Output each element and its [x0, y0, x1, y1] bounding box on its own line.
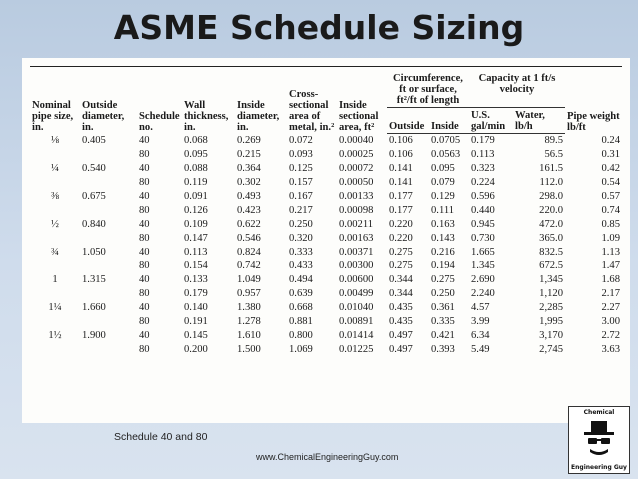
- cell-id: 0.824: [237, 246, 261, 258]
- cell-gal: 6.34: [471, 329, 490, 341]
- table-row: [30, 259, 622, 273]
- cell-od: 0.540: [82, 163, 106, 175]
- cell-wall: 0.109: [184, 218, 208, 230]
- cell-wt: 0.31: [601, 149, 620, 161]
- cell-ci: 0.275: [431, 274, 455, 286]
- cell-nom: [30, 176, 80, 190]
- cell-area: 0.00040: [339, 135, 374, 147]
- cell-wall: 0.126: [184, 204, 208, 216]
- cell-nom: [30, 148, 80, 162]
- cell-id: 0.269: [237, 135, 261, 147]
- cell-cross: 0.881: [289, 316, 313, 328]
- schedule-table-body: [30, 134, 622, 357]
- cell-nom: 1¼: [48, 302, 62, 314]
- table-row: [30, 217, 622, 231]
- cell-water: 2,285: [539, 302, 563, 314]
- cell-ci: 0.0563: [431, 149, 461, 161]
- cell-wt: 0.85: [601, 218, 620, 230]
- header-cross-sectional-area: Cross-sectional area of metal, in.²: [289, 88, 335, 133]
- cell-wt: 0.54: [601, 177, 620, 189]
- cell-co: 0.344: [389, 288, 413, 300]
- cell-wt: 3.63: [601, 343, 620, 355]
- cell-wt: 1.09: [601, 232, 620, 244]
- cell-od: [80, 287, 137, 301]
- cell-water: 365.0: [539, 232, 563, 244]
- cell-ci: 0.095: [431, 163, 455, 175]
- cell-id: 1.049: [237, 274, 261, 286]
- cell-water: 1,345: [539, 274, 563, 286]
- cell-cross: 0.668: [289, 302, 313, 314]
- cell-od: [80, 176, 137, 190]
- cell-gal: 1.345: [471, 260, 495, 272]
- cell-co: 0.220: [389, 218, 413, 230]
- header-outside-diameter: Outside diameter, in.: [82, 99, 125, 133]
- cell-od: 0.405: [82, 135, 106, 147]
- cell-nom: ⅜: [51, 191, 59, 202]
- cell-wt: 0.74: [601, 204, 620, 216]
- cell-area: 0.01040: [339, 302, 374, 314]
- cell-water: 672.5: [539, 260, 563, 272]
- scanned-table-sheet: [22, 58, 630, 423]
- table-row: [30, 176, 622, 190]
- cell-water: 1,995: [539, 316, 563, 328]
- cell-od: 1.660: [82, 302, 106, 314]
- cell-id: 0.364: [237, 163, 261, 175]
- cell-nom: 1½: [48, 329, 62, 341]
- cell-area: 0.00211: [339, 218, 374, 230]
- cell-area: 0.00098: [339, 204, 374, 216]
- cell-co: 0.220: [389, 232, 413, 244]
- header-circ-outside: Outside: [387, 108, 429, 134]
- header-wall-thickness: Wall thickness, in.: [184, 99, 229, 133]
- cell-id: 0.423: [237, 204, 261, 216]
- cell-wall: 0.200: [184, 343, 208, 355]
- cell-water: 298.0: [539, 191, 563, 202]
- cell-water: 112.0: [539, 177, 563, 189]
- table-row: [30, 190, 622, 204]
- cell-od: 1.900: [82, 329, 106, 341]
- cell-nom: [30, 203, 80, 217]
- cell-od: 0.840: [82, 218, 106, 230]
- cell-ci: 0.216: [431, 246, 455, 258]
- cell-gal: 0.730: [471, 232, 495, 244]
- cell-ci: 0.111: [431, 204, 455, 216]
- cell-od: [80, 148, 137, 162]
- caption: Schedule 40 and 80: [114, 431, 208, 443]
- cell-gal: 3.99: [471, 316, 490, 328]
- cell-co: 0.141: [389, 163, 413, 175]
- cell-gal: 0.224: [471, 177, 495, 189]
- cell-area: 0.00050: [339, 177, 374, 189]
- cell-area: 0.00072: [339, 163, 374, 175]
- cell-id: 0.493: [237, 191, 261, 202]
- cell-ci: 0.250: [431, 288, 455, 300]
- cell-sch: 80: [139, 343, 150, 355]
- table-row: [30, 342, 622, 356]
- cell-cross: 0.125: [289, 163, 313, 175]
- cell-ci: 0.163: [431, 218, 455, 230]
- header-cap-gal: U.S. gal/min: [469, 108, 513, 134]
- cell-wt: 0.42: [601, 163, 620, 175]
- cell-od: [80, 342, 137, 356]
- cell-id: 0.302: [237, 177, 261, 189]
- cell-co: 0.141: [389, 177, 413, 189]
- cell-co: 0.275: [389, 246, 413, 258]
- cell-area: 0.00891: [339, 316, 374, 328]
- cell-wall: 0.091: [184, 191, 208, 202]
- cell-wall: 0.088: [184, 163, 208, 175]
- hat-and-glasses-icon: [580, 419, 618, 459]
- cell-water: 2,745: [539, 343, 563, 355]
- cell-sch: 40: [139, 329, 150, 341]
- cell-sch: 80: [139, 149, 150, 161]
- table-row: [30, 162, 622, 176]
- header-cap-water: Water, lb/h: [513, 108, 565, 134]
- website-url: www.ChemicalEngineeringGuy.com: [256, 452, 399, 462]
- cell-gal: 0.945: [471, 218, 495, 230]
- cell-area: 0.00133: [339, 191, 374, 202]
- cell-water: 89.5: [544, 135, 563, 147]
- schedule-table: [30, 66, 622, 356]
- cell-od: [80, 231, 137, 245]
- table-row: [30, 231, 622, 245]
- cell-nom: ⅛: [51, 135, 59, 147]
- cell-co: 0.435: [389, 316, 413, 328]
- cell-gal: 2.690: [471, 274, 495, 286]
- cell-water: 56.5: [544, 149, 563, 161]
- cell-wt: 1.13: [601, 246, 620, 258]
- cell-area: 0.00371: [339, 246, 374, 258]
- cell-id: 1.610: [237, 329, 261, 341]
- cell-area: 0.00600: [339, 274, 374, 286]
- cell-sch: 40: [139, 191, 150, 202]
- cell-wall: 0.068: [184, 135, 208, 147]
- header-circumference-group: Circumference, ft or surface, ft²/ft of length: [387, 67, 469, 108]
- cell-id: 1.380: [237, 302, 261, 314]
- header-capacity-group: Capacity at 1 ft/s velocity: [469, 67, 565, 108]
- cell-cross: 0.494: [289, 274, 313, 286]
- cell-area: 0.00025: [339, 149, 374, 161]
- header-pipe-weight: Pipe weight lb/ft: [567, 110, 620, 133]
- cell-od: [80, 203, 137, 217]
- cell-cross: 0.320: [289, 232, 313, 244]
- cell-wall: 0.119: [184, 177, 208, 189]
- cell-sch: 80: [139, 177, 150, 189]
- table-row: [30, 245, 622, 259]
- cell-id: 0.742: [237, 260, 261, 272]
- cell-sch: 80: [139, 260, 150, 272]
- cell-water: 220.0: [539, 204, 563, 216]
- cell-ci: 0.079: [431, 177, 455, 189]
- cell-sch: 40: [139, 302, 150, 314]
- cell-nom: [30, 342, 80, 356]
- cell-nom: ¾: [51, 246, 59, 258]
- cell-gal: 5.49: [471, 343, 490, 355]
- cell-nom: 1: [52, 274, 58, 286]
- cell-nom: ¼: [51, 163, 59, 175]
- slide-title: ASME Schedule Sizing: [113, 8, 525, 47]
- cell-gal: 1.665: [471, 246, 495, 258]
- table-row: [30, 148, 622, 162]
- cell-wall: 0.191: [184, 316, 208, 328]
- cell-sch: 80: [139, 316, 150, 328]
- cell-wall: 0.113: [184, 246, 208, 258]
- logo-line1: Chemical: [583, 409, 615, 416]
- cell-wall: 0.095: [184, 149, 208, 161]
- cell-wt: 1.47: [601, 260, 620, 272]
- cell-water: 1,120: [539, 288, 563, 300]
- cell-co: 0.275: [389, 260, 413, 272]
- cell-sch: 40: [139, 135, 150, 147]
- cell-od: 0.675: [82, 191, 106, 202]
- cell-wt: 1.68: [601, 274, 620, 286]
- table-row: [30, 315, 622, 329]
- cell-area: 0.01414: [339, 329, 374, 341]
- cell-ci: 0.393: [431, 343, 455, 355]
- cell-wall: 0.145: [184, 329, 208, 341]
- header-inside-sectional-area: Inside sectional area, ft²: [339, 99, 379, 133]
- cell-area: 0.00300: [339, 260, 374, 272]
- cell-sch: 40: [139, 163, 150, 175]
- cell-ci: 0.421: [431, 329, 455, 341]
- header-schedule: Schedule no.: [139, 110, 180, 133]
- cell-sch: 80: [139, 232, 150, 244]
- cell-gal: 2.240: [471, 288, 495, 300]
- cell-od: 1.315: [82, 274, 106, 286]
- table-row: [30, 273, 622, 287]
- cell-water: 3,170: [539, 329, 563, 341]
- cell-cross: 0.093: [289, 149, 313, 161]
- cell-sch: 40: [139, 246, 150, 258]
- cell-wt: 0.24: [601, 135, 620, 147]
- cell-area: 0.00499: [339, 288, 374, 300]
- table-row: [30, 301, 622, 315]
- cell-ci: 0.361: [431, 302, 455, 314]
- cell-co: 0.435: [389, 302, 413, 314]
- cell-ci: 0.129: [431, 191, 455, 202]
- cell-wt: 2.72: [601, 329, 620, 341]
- cell-ci: 0.194: [431, 260, 455, 272]
- cell-co: 0.497: [389, 343, 413, 355]
- cell-cross: 0.433: [289, 260, 313, 272]
- cell-water: 472.0: [539, 218, 563, 230]
- cell-ci: 0.143: [431, 232, 455, 244]
- cell-wall: 0.147: [184, 232, 208, 244]
- cell-ci: 0.335: [431, 316, 455, 328]
- cell-id: 0.215: [237, 149, 261, 161]
- cell-gal: 0.323: [471, 163, 495, 175]
- cell-co: 0.177: [389, 191, 413, 202]
- cell-co: 0.177: [389, 204, 413, 216]
- cell-ci: 0.0705: [431, 135, 461, 147]
- cell-cross: 0.157: [289, 177, 313, 189]
- cell-cross: 0.217: [289, 204, 313, 216]
- cell-nom: [30, 287, 80, 301]
- cell-sch: 80: [139, 204, 150, 216]
- table-row: [30, 203, 622, 217]
- cell-nom: [30, 231, 80, 245]
- cell-wall: 0.133: [184, 274, 208, 286]
- logo: [568, 406, 630, 474]
- cell-id: 1.500: [237, 343, 261, 355]
- cell-co: 0.106: [389, 135, 413, 147]
- cell-area: 0.00163: [339, 232, 374, 244]
- cell-co: 0.344: [389, 274, 413, 286]
- cell-wt: 3.00: [601, 316, 620, 328]
- cell-id: 0.622: [237, 218, 261, 230]
- cell-co: 0.497: [389, 329, 413, 341]
- table-row: [30, 134, 622, 148]
- cell-od: 1.050: [82, 246, 106, 258]
- cell-gal: 0.596: [471, 191, 495, 202]
- cell-co: 0.106: [389, 149, 413, 161]
- header-nominal: Nominal pipe size, in.: [32, 99, 74, 133]
- cell-nom: ½: [51, 218, 59, 230]
- cell-cross: 0.639: [289, 288, 313, 300]
- cell-gal: 0.440: [471, 204, 495, 216]
- cell-cross: 0.800: [289, 329, 313, 341]
- cell-od: [80, 315, 137, 329]
- logo-line2: Engineering Guy: [571, 464, 627, 471]
- cell-cross: 0.333: [289, 246, 313, 258]
- cell-gal: 0.113: [471, 149, 495, 161]
- cell-cross: 0.072: [289, 135, 313, 147]
- table-row: [30, 328, 622, 342]
- cell-wall: 0.154: [184, 260, 208, 272]
- header-circ-inside: Inside: [429, 108, 469, 134]
- cell-area: 0.01225: [339, 343, 374, 355]
- cell-wt: 2.17: [601, 288, 620, 300]
- cell-id: 1.278: [237, 316, 261, 328]
- header-inside-diameter: Inside diameter, in.: [237, 99, 280, 133]
- cell-id: 0.546: [237, 232, 261, 244]
- cell-nom: [30, 315, 80, 329]
- cell-nom: [30, 259, 80, 273]
- cell-water: 161.5: [539, 163, 563, 175]
- cell-sch: 40: [139, 218, 150, 230]
- cell-wall: 0.140: [184, 302, 208, 314]
- cell-wt: 0.57: [601, 191, 620, 202]
- cell-wt: 2.27: [601, 302, 620, 314]
- table-row: [30, 287, 622, 301]
- cell-gal: 4.57: [471, 302, 490, 314]
- cell-id: 0.957: [237, 288, 261, 300]
- cell-wall: 0.179: [184, 288, 208, 300]
- cell-cross: 1.069: [289, 343, 313, 355]
- cell-cross: 0.250: [289, 218, 313, 230]
- cell-water: 832.5: [539, 246, 563, 258]
- cell-sch: 40: [139, 274, 150, 286]
- cell-gal: 0.179: [471, 135, 495, 147]
- cell-sch: 80: [139, 288, 150, 300]
- cell-od: [80, 259, 137, 273]
- cell-cross: 0.167: [289, 191, 313, 202]
